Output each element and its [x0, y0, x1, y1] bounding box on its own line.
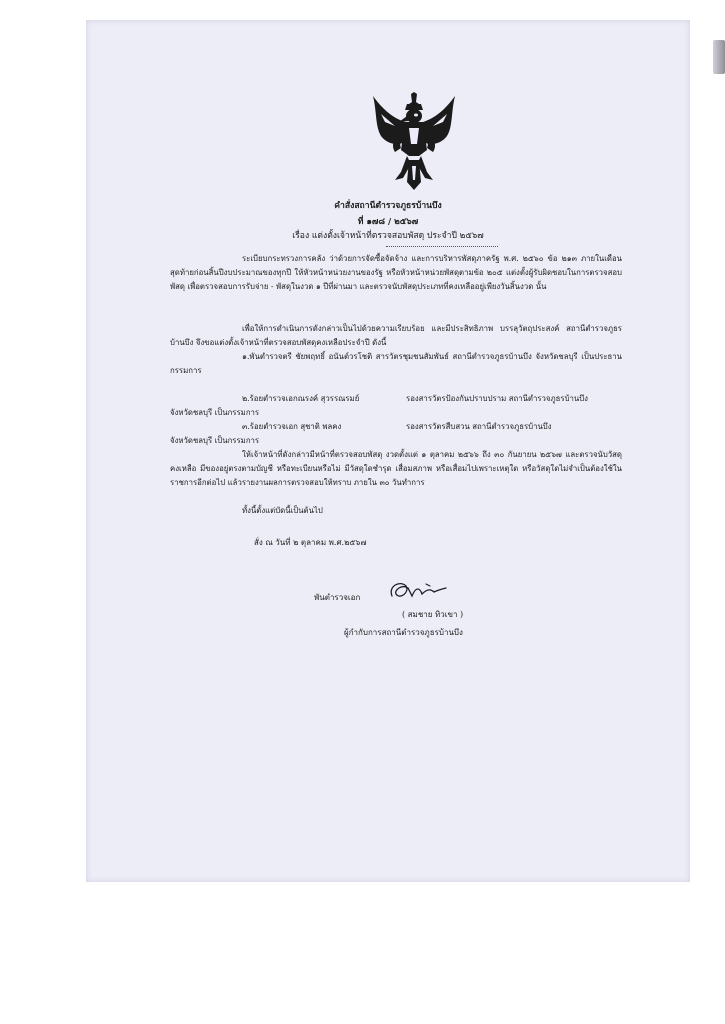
document-subject: เรื่อง แต่งตั้งเจ้าหน้าที่ตรวจสอบพัสดุ ประจำปี ๒๕๖๗ — [292, 231, 484, 241]
committee-member-3-position: รองสารวัตรสืบสวน สถานีตำรวจภูธรบ้านบึง — [406, 422, 552, 431]
document-title: คำสั่งสถานีตำรวจภูธรบ้านบึง — [334, 201, 442, 211]
committee-member-2-name: ๒.ร้อยตำรวจเอกณรงค์ สุวรรณรมย์ — [242, 394, 360, 403]
committee-member-2-role: จังหวัดชลบุรี เป็นกรรมการ — [170, 408, 260, 417]
paragraph-duties: ให้เจ้าหน้าที่ดังกล่าวมีหน้าที่ตรวจสอบพัสดุ งวดตั้งแต่ ๑ ตุลาคม ๒๕๖๖ ถึง ๓๐ กันยายน ๒๕๖๗ และตรวจนับวัสดุคงเหลือ มีของอยู่ตรงตามบัญชี หรือทะเบียนหรือไม่ มีวัสดุใดชำรุด เสื่อมสภาพ หรือเสื่อมไปเพราะเหตุใด หรือวัสดุใดไม่จำเป็นต้องใช้ในราชการอีกต่อไป แล้วรายงานผลการตรวจสอบให้ทราบ ภายใน ๓๐ วันทำการ — [170, 450, 622, 487]
paragraph-regulation: ระเบียบกระทรวงการคลัง ว่าด้วยการจัดซื้อจัดจ้าง และการบริหารพัสดุภาครัฐ พ.ศ. ๒๕๖๐ ข้อ ๒๑๓ ภายในเดือนสุดท้ายก่อนสิ้นปีงบประมาณของทุกปี ให้หัวหน้าหน่วยงานของรัฐ หรือหัวหน้าหน่วยพัสดุตามข้อ ๒๐๕ แต่งตั้งผู้รับผิดชอบในการตรวจสอบพัสดุ เพื่อตรวจสอบการรับจ่าย - พัสดุในงวด ๑ ปีที่ผ่านมา และตรวจนับพัสดุประเภทที่คงเหลืออยู่เพียงวันสิ้นงวด นั้น — [170, 254, 622, 291]
signature-rank: พันตำรวจเอก — [314, 593, 361, 602]
subject-divider — [386, 246, 498, 247]
committee-member-3-name: ๓.ร้อยตำรวจเอก สุชาติ พลคง — [242, 422, 342, 431]
garuda-emblem-icon — [371, 92, 457, 192]
signature-name: ( สมชาย ทิวเขา ) — [402, 610, 464, 619]
paragraph-appointment: เพื่อให้การดำเนินการดังกล่าวเป็นไปด้วยความเรียบร้อย และมีประสิทธิภาพ บรรลุวัตถุประสงค์ สถานีตำรวจภูธรบ้านบึง จึงขอแต่งตั้งเจ้าหน้าที่ตรวจสอบพัสดุคงเหลือประจำปี ดังนี้ — [170, 324, 622, 347]
order-number: ที่ ๑๗๘ / ๒๕๖๗ — [357, 217, 419, 227]
scanner-edge-mark — [713, 40, 725, 74]
signature-position: ผู้กำกับการสถานีตำรวจภูธรบ้านบึง — [344, 628, 463, 637]
document-sheet — [86, 20, 690, 882]
committee-member-1: ๑.พันตำรวจตรี ชัยพฤทธิ์ อนันต์วรโชติ สารวัตรชุมชนสัมพันธ์ สถานีตำรวจภูธรบ้านบึง จังหวัดชลบุรี เป็นประธานกรรมการ — [170, 352, 622, 375]
paragraph-effective: ทั้งนี้ตั้งแต่บัดนี้เป็นต้นไป — [242, 506, 323, 515]
committee-member-2-position: รองสารวัตรป้องกันปราบปราม สถานีตำรวจภูธรบ้านบึง — [406, 394, 588, 403]
order-date: สั่ง ณ วันที่ ๒ ตุลาคม พ.ศ.๒๕๖๗ — [254, 538, 367, 547]
handwritten-signature — [386, 576, 448, 606]
committee-member-3-role: จังหวัดชลบุรี เป็นกรรมการ — [170, 436, 260, 445]
